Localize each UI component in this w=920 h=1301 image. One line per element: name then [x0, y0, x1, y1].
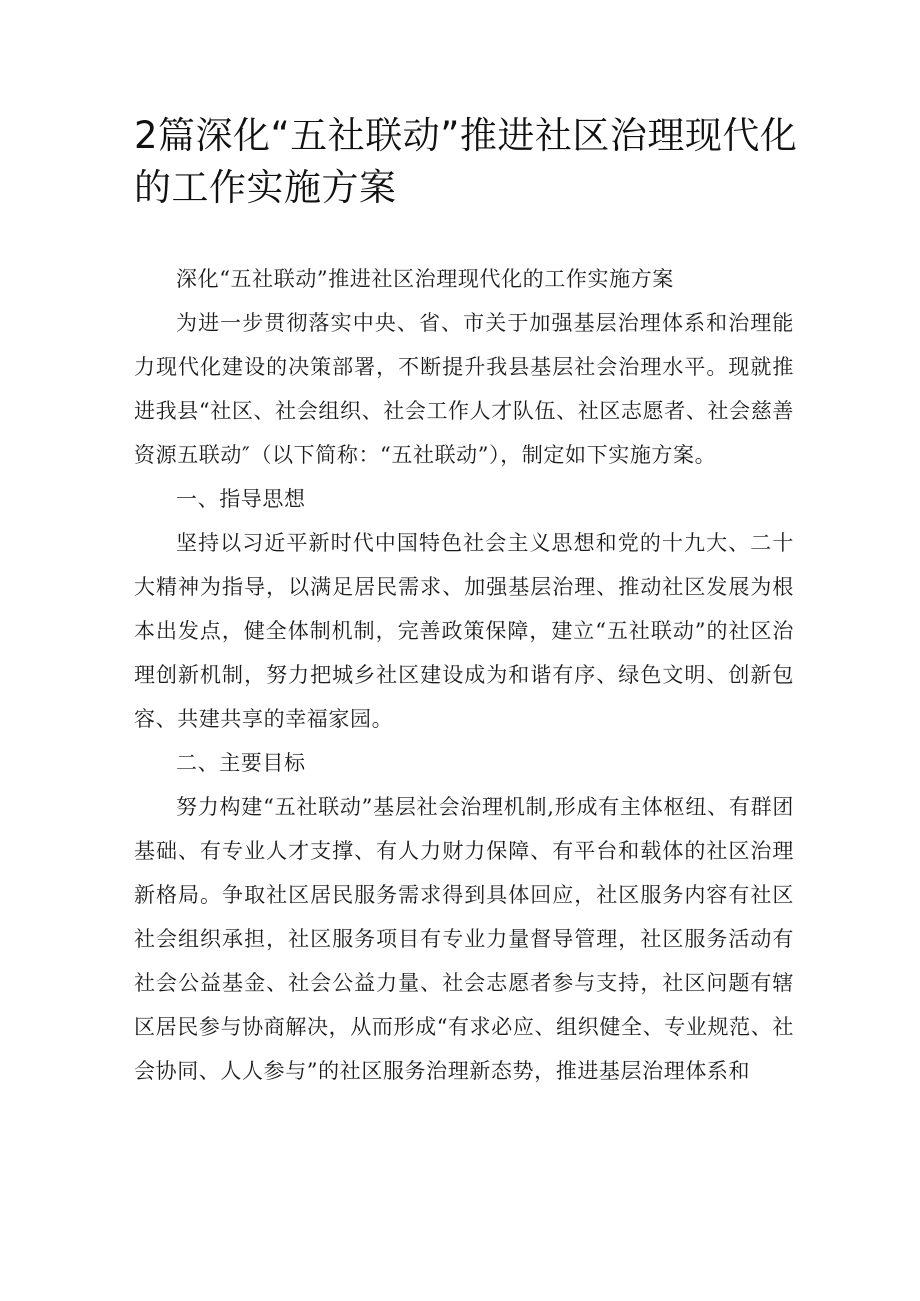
- section-heading-guiding-ideology: 一、指导思想: [176, 487, 306, 511]
- document-subtitle: 深化“五社联动”推进社区治理现代化的工作实施方案: [176, 267, 674, 291]
- guiding-ideology-paragraph: 坚持以习近平新时代中国特色社会主义思想和党的十九大、二十大精神为指导，以满足居民需求、加强基层治理、推动社区发展为根本出发点，健全体制机制，完善政策保障，建立“五社联动”的社区治理创新机制，努力把城乡社区建设成为和谐有序、绿色文明、创新包容、共建共享的幸福家园。: [134, 531, 794, 731]
- intro-paragraph: 为进一步贯彻落实中央、省、市关于加强基层治理体系和治理能力现代化建设的决策部署，不断提升我县基层社会治理水平。现就推进我县“社区、社会组织、社会工作人才队伍、社区志愿者、社会慈善资源五联动″（以下简称：“五社联动”），制定如下实施方案。: [134, 311, 794, 467]
- document-body: [134, 257, 794, 1093]
- document-title: 2篇深化“五社联动”推进社区治理现代化的工作实施方案: [134, 114, 798, 209]
- section-heading-main-goals: 二、主要目标: [176, 751, 306, 775]
- main-goals-paragraph: 努力构建“五社联动”基层社会治理机制,形成有主体枢纽、有群团基础、有专业人才支撑、有人力财力保障、有平台和载体的社区治理新格局。争取社区居民服务需求得到具体回应，社区服务内容有社区社会组织承担，社区服务项目有专业力量督导管理，社区服务活动有社会公益基金、社会公益力量、社会志愿者参与支持，社区问题有辖区居民参与协商解决，从而形成“有求必应、组织健全、专业规范、社会协同、人人参与”的社区服务治理新态势，推进基层治理体系和: [134, 795, 794, 1083]
